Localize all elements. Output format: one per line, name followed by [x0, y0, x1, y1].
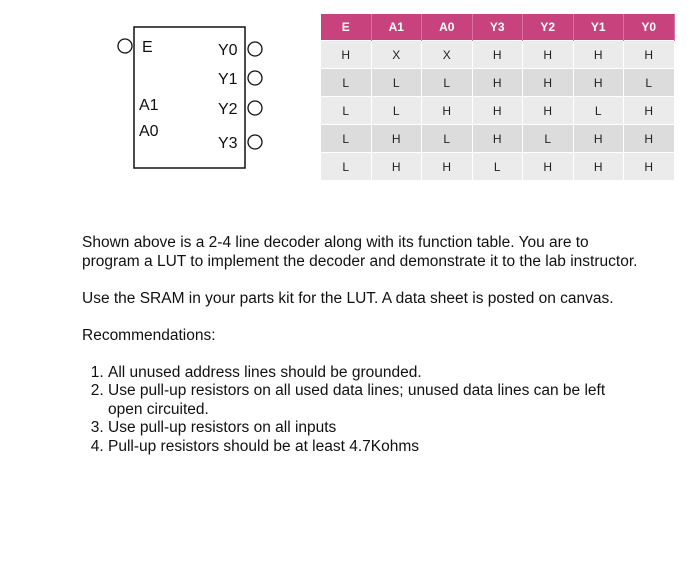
header-cell: Y3	[472, 14, 523, 41]
a1-label: A1	[139, 97, 159, 114]
decoder-diagram	[0, 0, 320, 200]
table-cell: L	[523, 125, 574, 153]
recommendations-heading: Recommendations:	[82, 326, 216, 344]
table-cell: H	[523, 97, 574, 125]
table-cell: H	[573, 153, 624, 181]
table-cell: H	[523, 69, 574, 97]
y2-bubble	[248, 101, 262, 115]
header-cell: Y1	[573, 14, 624, 41]
table-cell: L	[321, 125, 371, 153]
table-row	[321, 125, 674, 153]
list-item: 1. All unused address lines should be grounded.	[108, 364, 642, 383]
enable-label: E	[142, 39, 153, 56]
table-cell: L	[472, 153, 523, 181]
y0-label: Y0	[218, 42, 238, 59]
table-cell: H	[371, 153, 422, 181]
table-cell: H	[624, 153, 675, 181]
table-cell: L	[624, 69, 675, 97]
table-cell: H	[472, 69, 523, 97]
list-item: 3. Use pull-up resistors on all inputs	[108, 419, 642, 438]
function-table	[321, 14, 675, 180]
recommendations-list	[82, 364, 642, 457]
instructions-text	[82, 234, 642, 456]
table-cell: L	[321, 69, 371, 97]
table-cell: L	[422, 125, 473, 153]
header-cell: A0	[422, 14, 473, 41]
table-cell: X	[371, 41, 422, 69]
header-cell: A1	[371, 14, 422, 41]
header-cell: E	[321, 14, 371, 41]
table-cell: L	[371, 97, 422, 125]
table-cell: X	[422, 41, 473, 69]
table-cell: H	[472, 97, 523, 125]
table-cell: H	[573, 69, 624, 97]
table-cell: H	[321, 41, 371, 69]
a0-label: A0	[139, 123, 159, 140]
table-row	[321, 69, 674, 97]
table-row	[321, 41, 674, 69]
sram-paragraph: Use the SRAM in your parts kit for the LUT. A data sheet is posted on canvas.	[82, 289, 614, 307]
table-cell: H	[573, 125, 624, 153]
table-cell: H	[422, 97, 473, 125]
table-row	[321, 153, 674, 181]
table-cell: H	[472, 41, 523, 69]
list-item: 2. Use pull-up resistors on all used data lines; unused data lines can be left open circuited.	[108, 382, 642, 419]
intro-paragraph: Shown above is a 2-4 line decoder along with its function table. You are to program a LUT to implement the decoder and demonstrate it to the lab instructor.	[82, 234, 638, 270]
table-row	[321, 97, 674, 125]
header-cell: Y2	[523, 14, 574, 41]
table-cell: H	[422, 153, 473, 181]
header-cell: Y0	[624, 14, 675, 41]
table-cell: H	[624, 41, 675, 69]
y0-bubble	[248, 42, 262, 56]
list-item: 4. Pull-up resistors should be at least 4.7Kohms	[108, 438, 642, 457]
table-cell: L	[321, 153, 371, 181]
table-cell: H	[371, 125, 422, 153]
table-cell: L	[321, 97, 371, 125]
table-cell: L	[573, 97, 624, 125]
y1-bubble	[248, 71, 262, 85]
table-cell: H	[624, 97, 675, 125]
y3-bubble	[248, 135, 262, 149]
enable-bubble	[118, 39, 132, 53]
table-cell: L	[422, 69, 473, 97]
y2-label: Y2	[218, 101, 238, 118]
table-cell: L	[371, 69, 422, 97]
table-cell: H	[573, 41, 624, 69]
y1-label: Y1	[218, 71, 238, 88]
y3-label: Y3	[218, 135, 238, 152]
table-cell: H	[523, 153, 574, 181]
table-cell: H	[624, 125, 675, 153]
table-cell: H	[523, 41, 574, 69]
table-header-row	[321, 14, 674, 41]
table-cell: H	[472, 125, 523, 153]
